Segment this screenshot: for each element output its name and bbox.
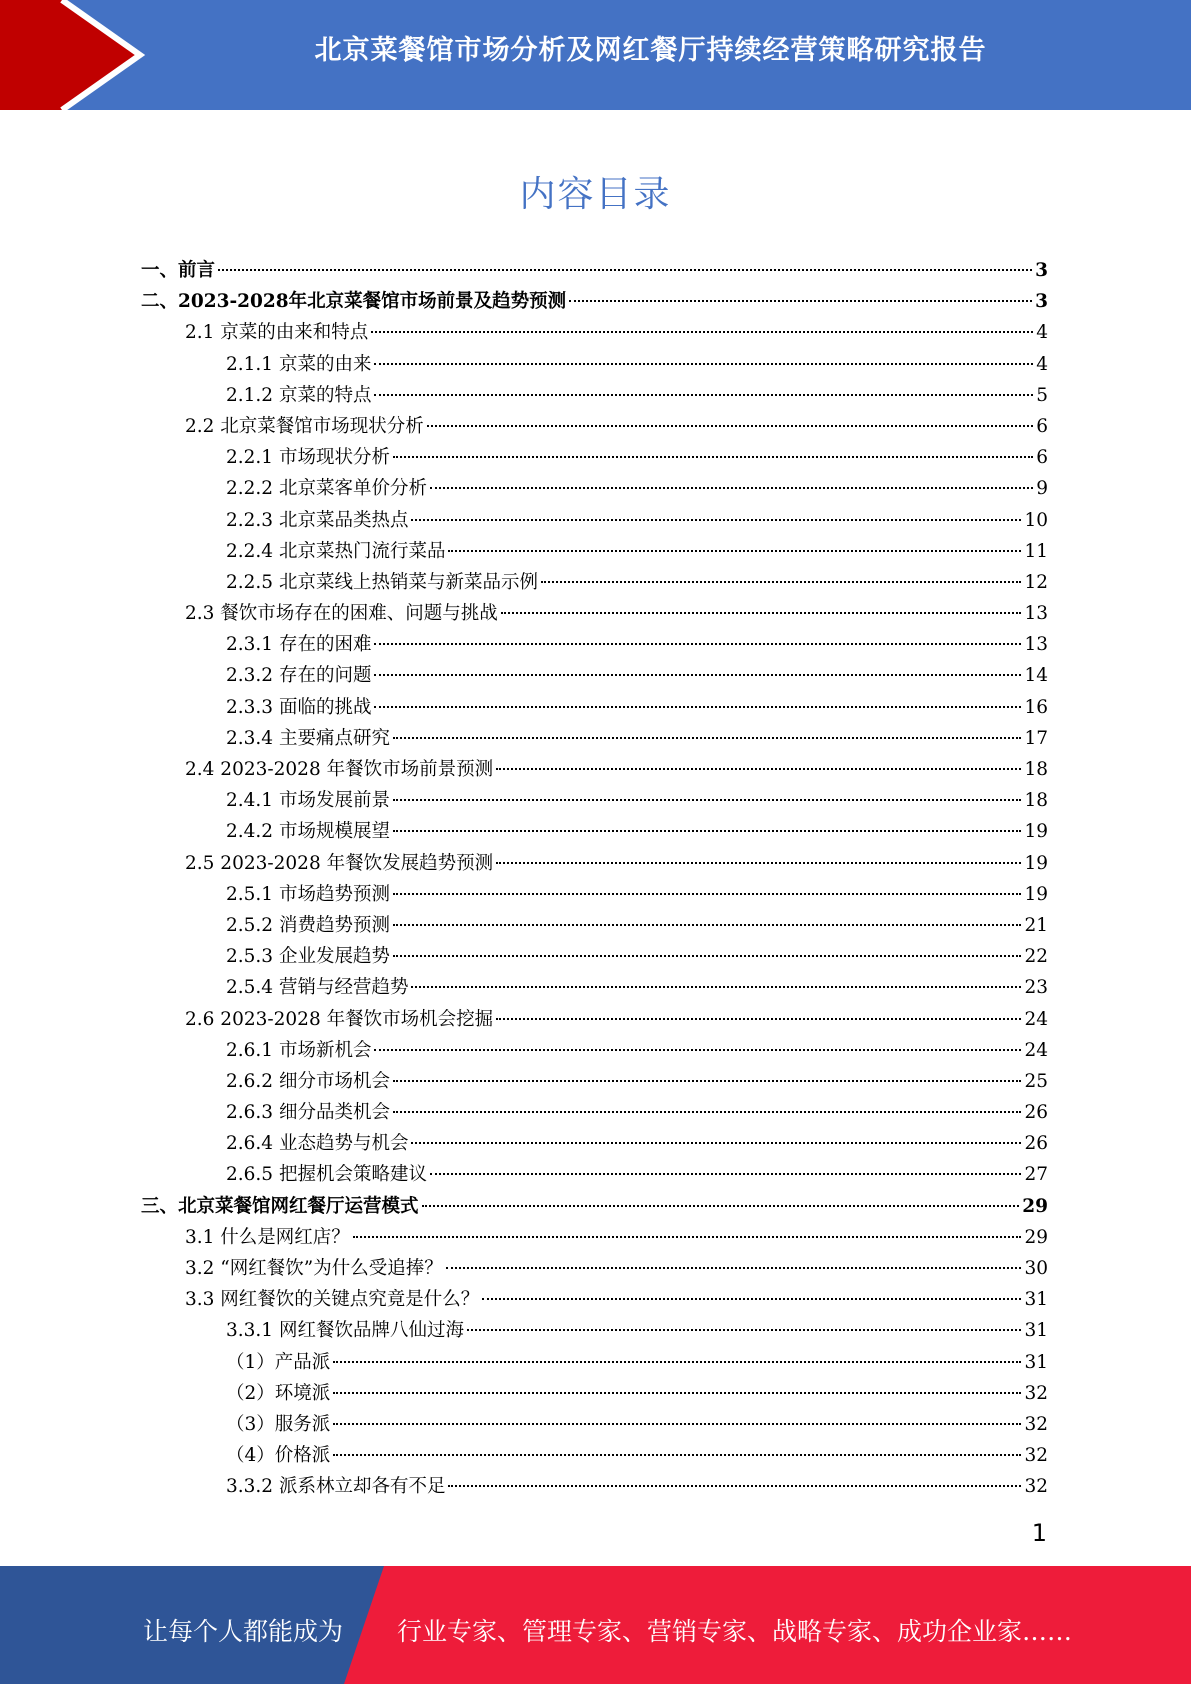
toc-dot-leader bbox=[371, 330, 1033, 333]
toc-entry-page: 22 bbox=[1024, 946, 1048, 968]
toc-entry-page: 17 bbox=[1024, 727, 1048, 749]
toc-dot-leader bbox=[411, 985, 1021, 988]
toc-entry-page: 25 bbox=[1024, 1070, 1048, 1092]
toc-entry-title: 2.6 2023-2028 年餐饮市场机会挖掘 bbox=[185, 1008, 494, 1030]
toc-entry-page: 13 bbox=[1024, 634, 1048, 656]
toc-entry-page: 9 bbox=[1036, 478, 1048, 500]
toc-entry-title: 2.2.1 市场现状分析 bbox=[226, 447, 390, 469]
toc-entry[interactable] bbox=[141, 1378, 1048, 1409]
toc-dot-leader bbox=[446, 1266, 1022, 1269]
toc-dot-leader bbox=[501, 611, 1022, 614]
toc-entry-page: 26 bbox=[1024, 1102, 1048, 1124]
toc-entry-page: 31 bbox=[1024, 1289, 1048, 1311]
toc-dot-leader bbox=[496, 767, 1021, 770]
toc-entry-page: 19 bbox=[1024, 821, 1048, 843]
toc-dot-leader bbox=[393, 892, 1021, 895]
toc-entry-title: 2.3 餐饮市场存在的困难、问题与挑战 bbox=[185, 603, 498, 625]
toc-dot-leader bbox=[467, 1328, 1021, 1331]
toc-entry[interactable] bbox=[141, 723, 1048, 754]
toc-dot-leader bbox=[333, 1391, 1021, 1394]
page-number: 1 bbox=[1031, 1519, 1047, 1547]
toc-entry-title: 2.5.3 企业发展趋势 bbox=[226, 946, 390, 968]
toc-entry[interactable] bbox=[141, 972, 1048, 1003]
toc-dot-leader bbox=[482, 1297, 1021, 1300]
toc-entry-title: 2.3.4 主要痛点研究 bbox=[226, 727, 390, 749]
toc-entry[interactable] bbox=[141, 536, 1048, 567]
toc-entry[interactable] bbox=[141, 1440, 1048, 1471]
toc-entry-title: 一、前言 bbox=[141, 260, 216, 281]
toc-entry-title: 3.3 网红餐饮的关键点究竟是什么？ bbox=[185, 1289, 480, 1311]
toc-dot-leader bbox=[496, 1017, 1021, 1020]
toc-dot-leader bbox=[496, 861, 1021, 864]
toc-entry-title: 2.5.4 营销与经营趋势 bbox=[226, 977, 409, 999]
page-footer bbox=[0, 1566, 1191, 1684]
toc-dot-leader bbox=[411, 518, 1021, 521]
toc-entry[interactable] bbox=[141, 1409, 1048, 1440]
toc-entry-title: 2.5 2023-2028 年餐饮发展趋势预测 bbox=[185, 852, 494, 874]
toc-entry-title: （2）环境派 bbox=[226, 1382, 331, 1404]
toc-dot-leader bbox=[448, 1484, 1021, 1487]
toc-entry-page: 27 bbox=[1024, 1164, 1048, 1186]
toc-entry-title: （4）价格派 bbox=[226, 1445, 331, 1467]
toc-dot-leader bbox=[448, 549, 1021, 552]
toc-entry-title: 3.3.2 派系林立却各有不足 bbox=[226, 1476, 446, 1498]
toc-dot-leader bbox=[374, 642, 1021, 645]
toc-entry[interactable] bbox=[141, 255, 1048, 286]
toc-entry-page: 32 bbox=[1024, 1382, 1048, 1404]
toc-entry-title: 2.2.5 北京菜线上热销菜与新菜品示例 bbox=[226, 571, 538, 593]
toc-entry-title: 2.1 京菜的由来和特点 bbox=[185, 322, 369, 344]
toc-dot-leader bbox=[374, 705, 1021, 708]
toc-entry-title: 2.1.1 京菜的由来 bbox=[226, 353, 372, 375]
toc-entry-page: 26 bbox=[1024, 1133, 1048, 1155]
toc-dot-leader bbox=[333, 1453, 1021, 1456]
toc-dot-leader bbox=[374, 393, 1033, 396]
toc-entry-page: 4 bbox=[1036, 322, 1048, 344]
toc-entry-title: （1）产品派 bbox=[226, 1351, 331, 1373]
toc-entry-page: 4 bbox=[1036, 353, 1048, 375]
toc-entry-page: 32 bbox=[1024, 1413, 1048, 1435]
toc-entry-title: 2.3.1 存在的困难 bbox=[226, 634, 372, 656]
toc-entry[interactable] bbox=[141, 1253, 1048, 1284]
toc-entry-page: 3 bbox=[1035, 260, 1048, 281]
page-header bbox=[0, 0, 1191, 110]
toc-entry[interactable] bbox=[141, 941, 1048, 972]
toc-entry-title: 2.1.2 京菜的特点 bbox=[226, 384, 372, 406]
toc-entry[interactable] bbox=[141, 567, 1048, 598]
toc-entry[interactable] bbox=[141, 1191, 1048, 1222]
toc-dot-leader bbox=[218, 268, 1032, 271]
toc-entry[interactable] bbox=[141, 1128, 1048, 1159]
toc-entry-page: 24 bbox=[1024, 1039, 1048, 1061]
toc-entry[interactable] bbox=[141, 660, 1048, 691]
toc-entry-page: 6 bbox=[1036, 447, 1048, 469]
toc-entry[interactable] bbox=[141, 1471, 1048, 1502]
toc-dot-leader bbox=[393, 736, 1021, 739]
toc-dot-leader bbox=[333, 1360, 1021, 1363]
toc-entry[interactable] bbox=[141, 754, 1048, 785]
toc-title: 内容目录 bbox=[519, 174, 672, 215]
toc-entry[interactable] bbox=[141, 1066, 1048, 1097]
toc-entry-page: 14 bbox=[1024, 665, 1048, 687]
toc-dot-leader bbox=[393, 1079, 1021, 1082]
toc-entry-page: 29 bbox=[1022, 1195, 1048, 1217]
toc-entry-page: 18 bbox=[1024, 759, 1048, 780]
toc-entry[interactable] bbox=[141, 598, 1048, 629]
toc-dot-leader bbox=[393, 798, 1021, 801]
toc-entry-title: （3）服务派 bbox=[226, 1413, 331, 1435]
toc-entry-title: 2.6.3 细分品类机会 bbox=[226, 1102, 390, 1124]
toc-entry-title: 2.4.1 市场发展前景 bbox=[226, 790, 390, 812]
toc-entry[interactable] bbox=[141, 1004, 1048, 1035]
toc-dot-leader bbox=[569, 299, 1032, 302]
toc-entry-page: 5 bbox=[1036, 384, 1048, 406]
toc-entry-page: 29 bbox=[1024, 1226, 1048, 1248]
toc-entry[interactable] bbox=[141, 317, 1048, 348]
toc-entry-title: 2.6.4 业态趋势与机会 bbox=[226, 1133, 409, 1155]
toc-dot-leader bbox=[353, 1235, 1022, 1238]
toc-dot-leader bbox=[374, 673, 1021, 676]
toc-dot-leader bbox=[393, 923, 1021, 926]
toc-entry[interactable] bbox=[141, 910, 1048, 941]
toc-entry[interactable] bbox=[141, 411, 1048, 442]
toc-entry[interactable] bbox=[141, 1097, 1048, 1128]
toc-entry[interactable] bbox=[141, 629, 1048, 660]
toc-entry-page: 16 bbox=[1024, 696, 1048, 718]
toc-entry-title: 3.1 什么是网红店？ bbox=[185, 1226, 350, 1248]
toc-entry-page: 19 bbox=[1024, 883, 1048, 905]
toc-entry[interactable] bbox=[141, 349, 1048, 380]
toc-entry[interactable] bbox=[141, 505, 1048, 536]
toc-dot-leader bbox=[393, 954, 1021, 957]
table-of-contents bbox=[141, 255, 1048, 1503]
toc-entry[interactable] bbox=[141, 380, 1048, 411]
toc-entry[interactable] bbox=[141, 1222, 1048, 1253]
toc-entry-title: 2.2 北京菜餐馆市场现状分析 bbox=[185, 415, 424, 437]
toc-entry-page: 24 bbox=[1024, 1008, 1048, 1030]
toc-entry-page: 18 bbox=[1024, 790, 1048, 812]
toc-entry-page: 32 bbox=[1024, 1476, 1048, 1498]
toc-entry-title: 2.2.3 北京菜品类热点 bbox=[226, 509, 409, 531]
toc-entry-title: 三、北京菜餐馆网红餐厅运营模式 bbox=[141, 1195, 419, 1217]
toc-dot-leader bbox=[427, 424, 1033, 427]
toc-dot-leader bbox=[374, 1048, 1021, 1051]
toc-entry[interactable] bbox=[141, 286, 1048, 317]
toc-entry-title: 2.6.5 把握机会策略建议 bbox=[226, 1164, 427, 1186]
toc-entry-page: 21 bbox=[1024, 914, 1048, 936]
toc-entry-title: 2.4 2023-2028 年餐饮市场前景预测 bbox=[185, 759, 494, 780]
toc-entry[interactable] bbox=[141, 879, 1048, 910]
footer-slogan-right: 行业专家、管理专家、营销专家、战略专家、成功企业家…… bbox=[397, 1617, 1073, 1646]
toc-dot-leader bbox=[422, 1204, 1020, 1207]
toc-entry-page: 32 bbox=[1024, 1445, 1048, 1467]
toc-entry-page: 30 bbox=[1024, 1258, 1048, 1279]
toc-entry-page: 3 bbox=[1035, 291, 1048, 313]
toc-entry-page: 31 bbox=[1024, 1351, 1048, 1373]
toc-entry-title: 2.5.2 消费趋势预测 bbox=[226, 914, 390, 936]
footer-slogan-left: 让每个人都能成为 bbox=[143, 1617, 344, 1646]
toc-entry[interactable] bbox=[141, 1159, 1048, 1190]
toc-entry[interactable] bbox=[141, 1315, 1048, 1346]
toc-entry-title: 2.3.2 存在的问题 bbox=[226, 665, 372, 687]
toc-entry[interactable] bbox=[141, 692, 1048, 723]
toc-entry-page: 12 bbox=[1024, 571, 1048, 593]
toc-entry-page: 6 bbox=[1036, 415, 1048, 437]
toc-entry-title: 2.6.1 市场新机会 bbox=[226, 1039, 372, 1061]
toc-dot-leader bbox=[411, 1141, 1021, 1144]
toc-dot-leader bbox=[541, 580, 1021, 583]
toc-entry-page: 19 bbox=[1024, 852, 1048, 874]
toc-entry[interactable] bbox=[141, 473, 1048, 504]
toc-entry[interactable] bbox=[141, 785, 1048, 816]
toc-entry[interactable] bbox=[141, 1347, 1048, 1378]
toc-entry-title: 二、2023-2028年北京菜餐馆市场前景及趋势预测 bbox=[141, 291, 567, 313]
toc-entry-title: 3.3.1 网红餐饮品牌八仙过海 bbox=[226, 1320, 464, 1342]
toc-dot-leader bbox=[430, 1172, 1021, 1175]
toc-entry-title: 2.2.4 北京菜热门流行菜品 bbox=[226, 540, 446, 562]
toc-entry-title: 3.2 “网红餐饮”为什么受追捧？ bbox=[185, 1258, 443, 1279]
toc-dot-leader bbox=[393, 829, 1021, 832]
toc-dot-leader bbox=[393, 1110, 1021, 1113]
toc-entry[interactable] bbox=[141, 848, 1048, 879]
toc-dot-leader bbox=[430, 486, 1033, 489]
toc-entry[interactable] bbox=[141, 1035, 1048, 1066]
toc-dot-leader bbox=[333, 1422, 1021, 1425]
toc-entry-page: 10 bbox=[1024, 509, 1048, 531]
toc-entry-title: 2.4.2 市场规模展望 bbox=[226, 821, 390, 843]
toc-dot-leader bbox=[393, 455, 1033, 458]
toc-entry-title: 2.3.3 面临的挑战 bbox=[226, 696, 372, 718]
toc-entry[interactable] bbox=[141, 816, 1048, 847]
toc-entry[interactable] bbox=[141, 1284, 1048, 1315]
toc-entry-page: 23 bbox=[1024, 977, 1048, 999]
toc-entry-title: 2.6.2 细分市场机会 bbox=[226, 1070, 390, 1092]
toc-entry-page: 11 bbox=[1024, 540, 1048, 562]
toc-entry-title: 2.5.1 市场趋势预测 bbox=[226, 883, 390, 905]
toc-dot-leader bbox=[374, 362, 1033, 365]
toc-entry[interactable] bbox=[141, 442, 1048, 473]
report-title: 北京菜餐馆市场分析及网红餐厅持续经营策略研究报告 bbox=[314, 35, 987, 66]
toc-entry-page: 31 bbox=[1024, 1320, 1048, 1342]
toc-entry-title: 2.2.2 北京菜客单价分析 bbox=[226, 478, 427, 500]
toc-entry-page: 13 bbox=[1024, 603, 1048, 625]
